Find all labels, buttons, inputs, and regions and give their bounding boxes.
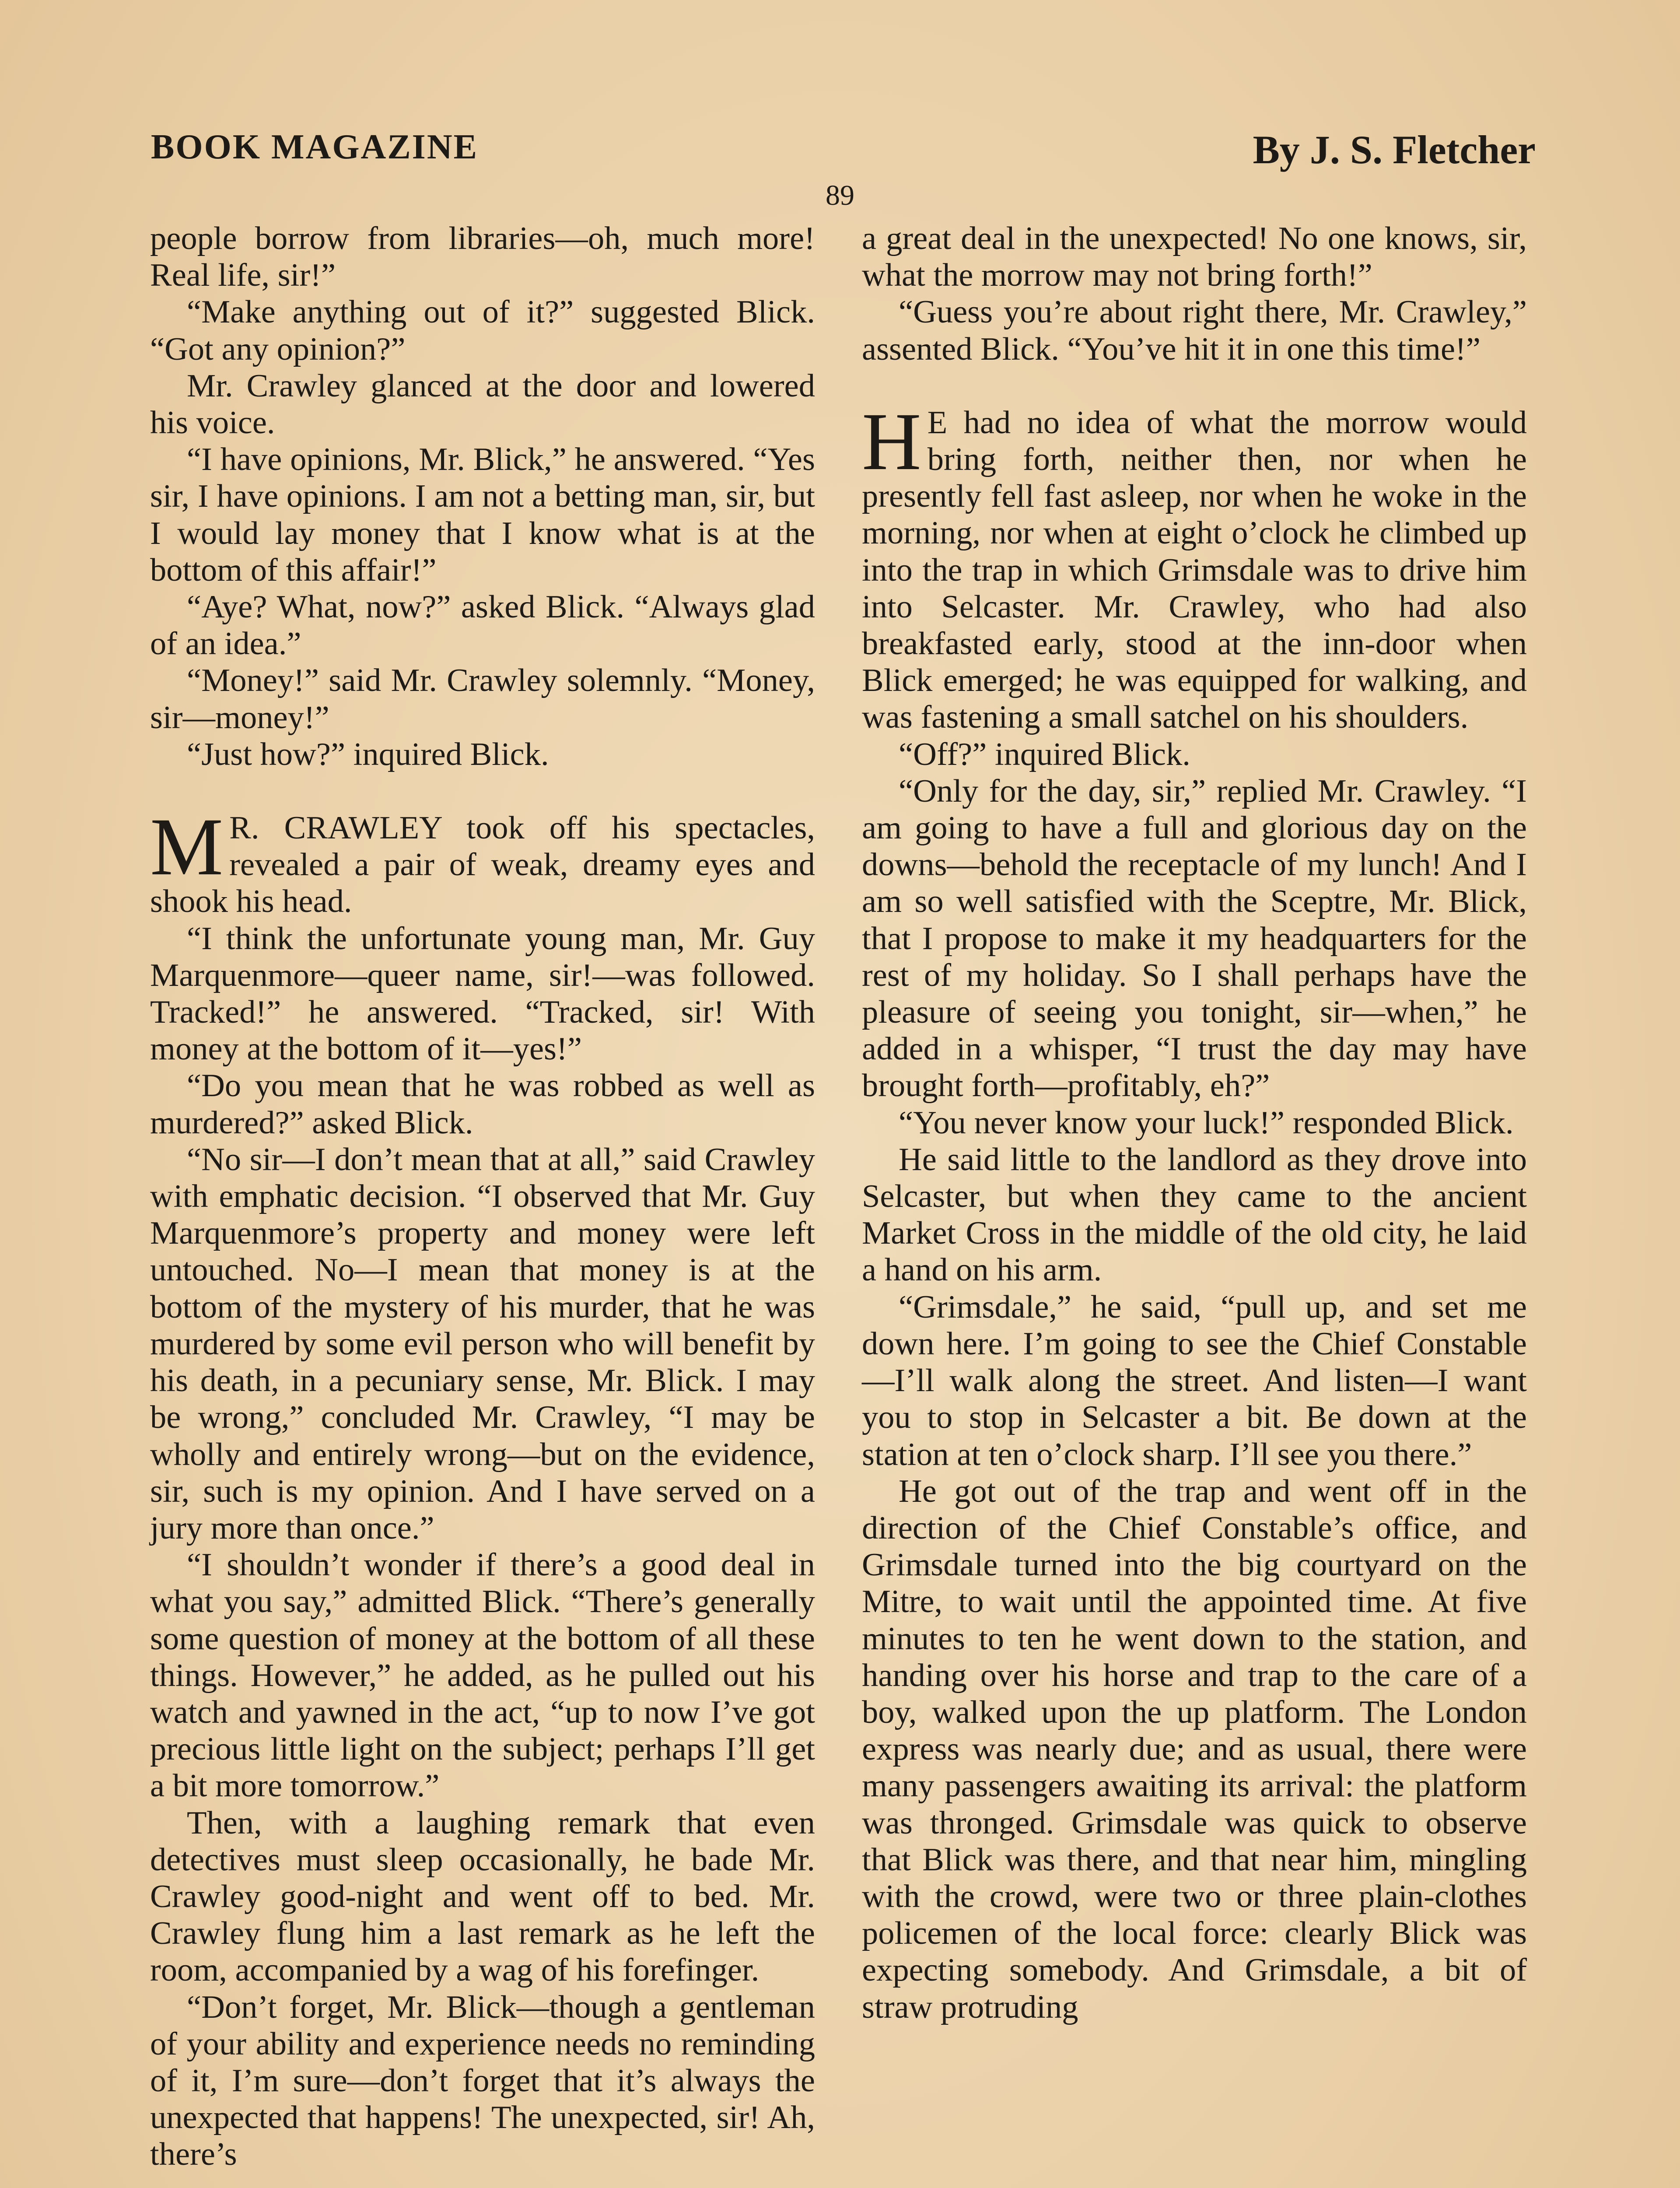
paragraph: “You never know your luck!” responded Blick. — [899, 1105, 1514, 1141]
paragraph: “Just how?” inquired Blick. — [187, 736, 549, 772]
paragraph: Mr. Crawley glanced at the door and lowered his voice. — [150, 368, 815, 441]
drop-cap: M — [150, 801, 224, 893]
paragraph: Then, with a laughing remark that even detectives must sleep occasionally, he bade Mr. Crawley good-night and went off to bed. Mr. Crawley flung him a last remark as he left the room, accompanied by a wag of his forefinger. — [150, 1805, 815, 1988]
paragraph: “Don’t forget, Mr. Blick—though a gentleman of your ability and experience needs no reminding of it, I’m sure—don’t forget that it’s always the unexpected that happens! The unexpected, sir! Ah, there’s — [150, 1989, 815, 2173]
paragraph: people borrow from libraries—oh, much more! Real life, sir!” — [150, 221, 815, 294]
page-number: 89 — [826, 179, 854, 211]
paragraph: a great deal in the unexpected! No one knows, sir, what the morrow may not bring forth!” — [862, 221, 1527, 294]
author-byline: By J. S. Fletcher — [1253, 127, 1536, 172]
paragraph-text: E had no idea of what the morrow would bring forth, neither then, nor when he presently fell fast asleep, nor when he woke in the morning, nor when at eight o’clock he climbed up into the trap in which Grimsdale was to drive him into Selcaster. Mr. Crawley, who had also breakfasted early, stood at the inn-door when Blick emerged; he was equipped for walking, and was fastening a small satchel on his shoulders. — [862, 404, 1527, 736]
paragraph: “Make anything out of it?” suggested Blick. “Got any opinion?” — [150, 294, 815, 367]
paragraph-text: R. CRAWLEY took off his spectacles, revealed a pair of weak, dreamy eyes and shook his head. — [150, 810, 815, 920]
paragraph: “No sir—I don’t mean that at all,” said Crawley with emphatic decision. “I observed that Mr. Guy Marquenmore’s property and money were left untouched. No—I mean that money is at the bottom of the mystery of his murder, that he was murdered by some evil person who will benefit by his death, in a pecuniary sense, Mr. Blick. I may be wrong,” concluded Mr. Crawley, “I may be wholly and entirely wrong—but on the evidence, sir, such is my opinion. And I have served on a jury more than once.” — [150, 1141, 815, 1546]
paragraph: “I have opinions, Mr. Blick,” he answered. “Yes sir, I have opinions. I am not a betting man, sir, but I would lay money that I know what is at the bottom of this affair!” — [150, 442, 815, 588]
paragraph: He got out of the trap and went off in the direction of the Chief Constable’s office, and Grimsdale turned into the big courtyard on the Mitre, to wait until the appointed time. At five minutes to ten he went down to the station, and handing over his horse and trap to the care of a boy, walked upon the up platform. The London express was nearly due; and as usual, there were many passengers awaiting its arrival: the platform was thronged. Grimsdale was quick to observe that Blick was there, and that near him, mingling with the crowd, were two or three plain-clothes policemen of the local force: clearly Blick was expecting somebody. And Grimsdale, a bit of straw protruding — [862, 1473, 1527, 2025]
section-paragraph — [862, 395, 1527, 736]
paragraph: “Guess you’re about right there, Mr. Crawley,” assented Blick. “You’ve hit it in one this time!” — [862, 294, 1527, 367]
paragraph: “Aye? What, now?” asked Blick. “Always glad of an idea.” — [150, 589, 815, 662]
paragraph: “I shouldn’t wonder if there’s a good deal in what you say,” admitted Blick. “There’s generally some question of money at the bottom of all these things. However,” he added, as he pulled out his watch and yawned in the act, “up to now I’ve got precious little light on the subject; perhaps I’ll get a bit more tomorrow.” — [150, 1547, 815, 1804]
paragraph: “Do you mean that he was robbed as well as murdered?” asked Blick. — [150, 1068, 815, 1141]
text-column-left — [150, 220, 815, 2173]
paragraph: He said little to the landlord as they drove into Selcaster, but when they came to the ancient Market Cross in the middle of the old city, he laid a hand on his arm. — [862, 1141, 1527, 1288]
section-paragraph — [150, 801, 815, 920]
paragraph: “Only for the day, sir,” replied Mr. Crawley. “I am going to have a full and glorious day on the downs—behold the receptacle of my lunch! And I am so well satisfied with the Sceptre, Mr. Blick, that I propose to make it my headquarters for the rest of my holiday. So I shall perhaps have the pleasure of seeing you tonight, sir—when,” he added in a whisper, “I trust the day may have brought forth—profitably, eh?” — [862, 773, 1527, 1104]
text-column-right — [862, 220, 1527, 2026]
drop-cap: H — [862, 395, 921, 487]
magazine-title: BOOK MAGAZINE — [151, 128, 478, 166]
paragraph: “I think the unfortunate young man, Mr. Guy Marquenmore—queer name, sir!—was followed. Tracked!” he answered. “Tracked, sir! With money at the bottom of it—yes!” — [150, 920, 815, 1067]
paragraph: “Money!” said Mr. Crawley solemnly. “Money, sir—money!” — [150, 663, 815, 736]
paragraph: “Off?” inquired Blick. — [899, 736, 1190, 772]
paragraph: “Grimsdale,” he said, “pull up, and set me down here. I’m going to see the Chief Constable—I’ll walk along the street. And listen—I want you to stop in Selcaster a bit. Be down at the station at ten o’clock sharp. I’ll see you there.” — [862, 1289, 1527, 1473]
